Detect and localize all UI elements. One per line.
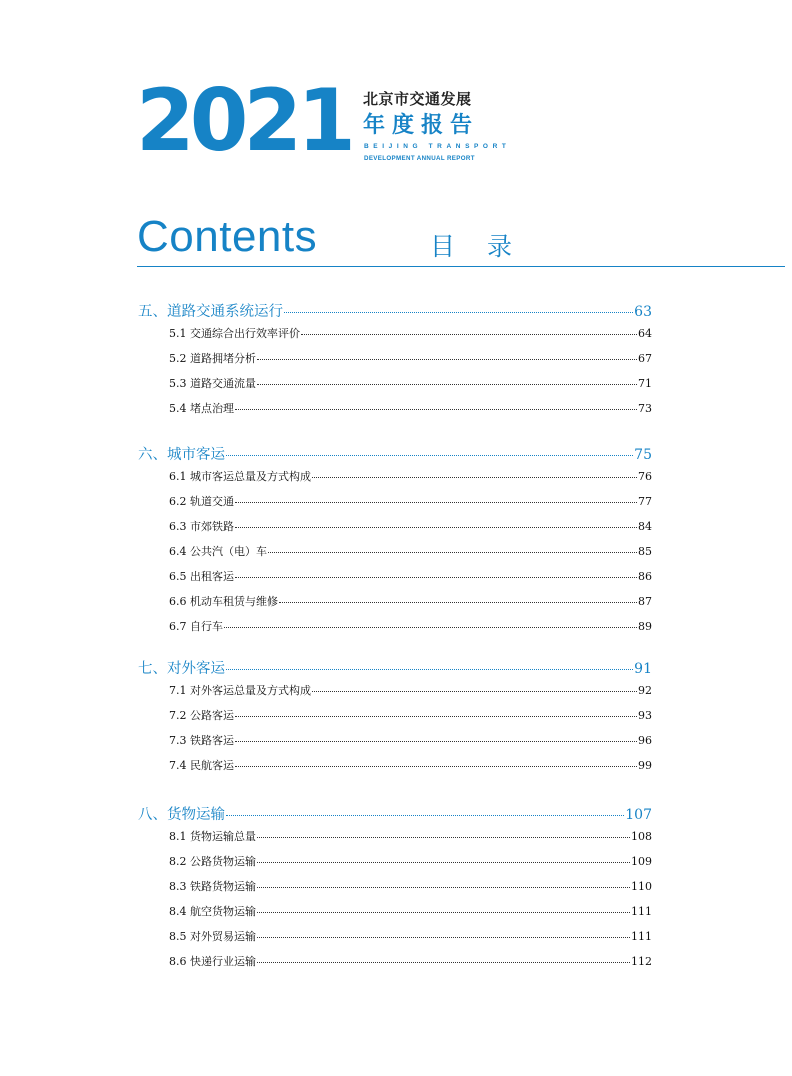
toc-item-page: 64 (638, 327, 652, 340)
toc-chapter-title: 五、道路交通系统运行 (138, 304, 283, 320)
toc-item-entry[interactable] (169, 878, 652, 903)
toc-item-title: 8.2 公路货物运输 (169, 855, 256, 868)
toc-item-page: 86 (638, 570, 652, 583)
toc-item-entry[interactable] (169, 400, 652, 425)
dot-leader (235, 716, 637, 717)
toc-item-title: 8.6 快递行业运输 (169, 955, 256, 968)
toc-section (138, 300, 652, 425)
toc-chapter-entry[interactable] (138, 657, 652, 682)
toc-chapter-title: 八、货物运输 (138, 807, 225, 823)
toc-item-entry[interactable] (169, 682, 652, 707)
toc-item-title: 8.3 铁路货物运输 (169, 880, 256, 893)
toc-item-entry[interactable] (169, 468, 652, 493)
toc-item-entry[interactable] (169, 828, 652, 853)
dot-leader (301, 334, 637, 335)
dot-leader (235, 741, 637, 742)
toc-item-title: 8.1 货物运输总量 (169, 830, 256, 843)
toc-item-page: 73 (638, 402, 652, 415)
dot-leader (268, 552, 637, 553)
toc-item-entry[interactable] (169, 853, 652, 878)
toc-chapter-page: 91 (634, 661, 652, 677)
page-title: Contents (137, 212, 318, 261)
toc-item-page: 71 (638, 377, 652, 390)
toc-chapter-entry[interactable] (138, 803, 652, 828)
dot-leader (257, 837, 630, 838)
toc-item-entry[interactable] (169, 732, 652, 757)
toc-item-page: 92 (638, 684, 652, 697)
toc-item-page: 77 (638, 495, 652, 508)
toc-item-page: 109 (631, 855, 652, 868)
toc-chapter-title: 六、城市客运 (138, 447, 225, 463)
dot-leader (257, 962, 630, 963)
toc-item-page: 96 (638, 734, 652, 747)
toc-section (138, 657, 652, 782)
toc-item-page: 85 (638, 545, 652, 558)
logo-title-cn-line1: 北京市交通发展 (363, 90, 472, 108)
dot-leader (224, 627, 637, 628)
toc-item-entry[interactable] (169, 493, 652, 518)
toc-item-entry[interactable] (169, 757, 652, 782)
toc-item-page: 110 (631, 880, 652, 893)
logo-title-en-line2: DEVELOPMENT ANNUAL REPORT (364, 155, 475, 162)
toc-item-title: 6.5 出租客运 (169, 570, 234, 583)
dot-leader (226, 815, 624, 816)
toc-item-title: 8.4 航空货物运输 (169, 905, 256, 918)
dot-leader (257, 359, 637, 360)
toc-chapter-entry[interactable] (138, 443, 652, 468)
toc-item-entry[interactable] (169, 953, 652, 978)
toc-item-entry[interactable] (169, 618, 652, 643)
toc-item-page: 87 (638, 595, 652, 608)
toc-item-title: 7.3 铁路客运 (169, 734, 234, 747)
toc-chapter-page: 107 (625, 807, 652, 823)
dot-leader (235, 527, 637, 528)
toc-item-entry[interactable] (169, 928, 652, 953)
logo-title-cn-line2: 年度报告 (363, 113, 480, 138)
dot-leader (235, 502, 637, 503)
toc-item-entry[interactable] (169, 543, 652, 568)
toc-item-page: 111 (631, 905, 652, 918)
toc-item-page: 67 (638, 352, 652, 365)
logo-title-en-line1: BEIJING TRANSPORT (364, 143, 511, 150)
toc-item-page: 93 (638, 709, 652, 722)
toc-item-page: 111 (631, 930, 652, 943)
toc-item-title: 5.3 道路交通流量 (169, 377, 256, 390)
logo-year: 2021 (136, 71, 351, 171)
toc-item-entry[interactable] (169, 593, 652, 618)
toc-item-entry[interactable] (169, 707, 652, 732)
dot-leader (257, 384, 637, 385)
toc-chapter-page: 63 (634, 304, 652, 320)
page-title-cn: 目 录 (430, 232, 524, 261)
table-of-contents (138, 300, 652, 996)
toc-section (138, 443, 652, 643)
toc-item-title: 5.2 道路拥堵分析 (169, 352, 256, 365)
dot-leader (226, 669, 633, 670)
toc-item-title: 6.3 市郊铁路 (169, 520, 234, 533)
toc-item-entry[interactable] (169, 903, 652, 928)
toc-item-title: 6.6 机动车租赁与维修 (169, 595, 278, 608)
toc-chapter-entry[interactable] (138, 300, 652, 325)
toc-chapter-title: 七、对外客运 (138, 661, 225, 677)
toc-item-title: 7.2 公路客运 (169, 709, 234, 722)
dot-leader (257, 937, 630, 938)
toc-item-entry[interactable] (169, 375, 652, 400)
toc-item-entry[interactable] (169, 325, 652, 350)
dot-leader (235, 577, 637, 578)
dot-leader (312, 691, 637, 692)
toc-chapter-page: 75 (634, 447, 652, 463)
toc-item-page: 99 (638, 759, 652, 772)
toc-item-entry[interactable] (169, 518, 652, 543)
toc-item-entry[interactable] (169, 350, 652, 375)
toc-item-title: 6.2 轨道交通 (169, 495, 234, 508)
dot-leader (257, 862, 630, 863)
toc-item-page: 76 (638, 470, 652, 483)
dot-leader (279, 602, 637, 603)
toc-item-title: 6.7 自行车 (169, 620, 223, 633)
title-divider (137, 266, 785, 267)
toc-item-entry[interactable] (169, 568, 652, 593)
dot-leader (235, 409, 637, 410)
dot-leader (257, 912, 630, 913)
toc-item-title: 8.5 对外贸易运输 (169, 930, 256, 943)
toc-item-title: 5.4 堵点治理 (169, 402, 234, 415)
toc-item-page: 84 (638, 520, 652, 533)
toc-item-page: 112 (631, 955, 652, 968)
toc-item-title: 7.1 对外客运总量及方式构成 (169, 684, 311, 697)
dot-leader (284, 312, 633, 313)
dot-leader (235, 766, 637, 767)
toc-item-title: 5.1 交通综合出行效率评价 (169, 327, 300, 340)
toc-item-title: 6.1 城市客运总量及方式构成 (169, 470, 311, 483)
toc-item-title: 6.4 公共汽（电）车 (169, 545, 267, 558)
dot-leader (226, 455, 633, 456)
toc-item-page: 89 (638, 620, 652, 633)
dot-leader (257, 887, 630, 888)
toc-section (138, 803, 652, 978)
dot-leader (312, 477, 637, 478)
toc-item-title: 7.4 民航客运 (169, 759, 234, 772)
toc-item-page: 108 (631, 830, 652, 843)
